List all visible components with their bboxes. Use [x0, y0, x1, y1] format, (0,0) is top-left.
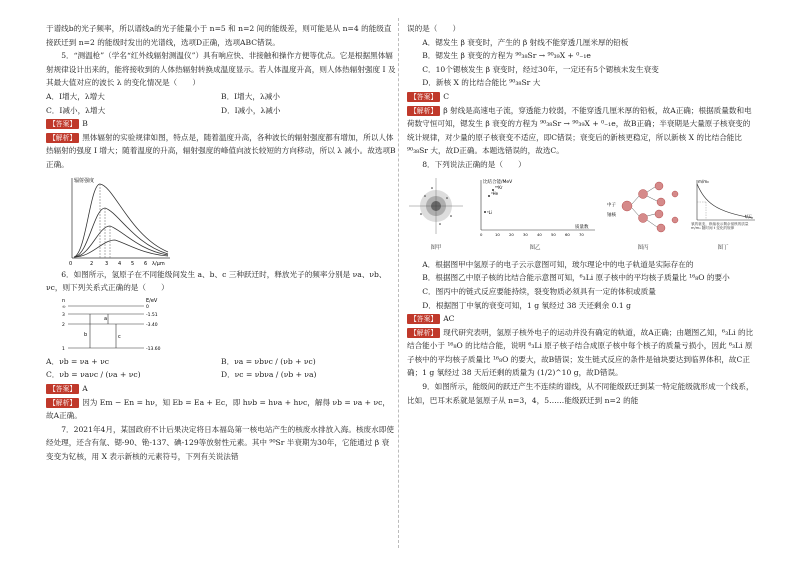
option-c: C．图丙中的链式反应要能持续，裂变物质必须具有一定的体积或质量	[422, 286, 656, 296]
svg-text:0: 0	[146, 304, 149, 310]
blackbody-radiation-graph	[60, 174, 175, 266]
question-7-continued: 误的是（ ）	[407, 24, 461, 33]
tick-label: 0	[480, 231, 483, 237]
radon-decay-figure	[687, 176, 759, 238]
option-a: A．I增大，λ增大	[46, 91, 105, 101]
tick-label: 6	[144, 260, 148, 266]
figure-yi	[471, 176, 599, 256]
figure-ding	[687, 176, 759, 256]
analysis-tag: 【解析】	[407, 106, 440, 116]
paragraph-continued: 于谱线b的光子频率，所以谱线a的光子能量小于 n=5 和 n=2 间的能级差，则可能是从 n=4 的能级直接跃迁到 n=2 的能级时发出的光谱线，选项D正确，选项ABC错误。	[46, 24, 392, 47]
figure-caption: 图丙	[637, 245, 649, 252]
question-5-stem: 5．“测温枪”（学名“红外线辐射测温仪”）具有响应快、非接触和操作方便等优点。它是根据黑体辐射规律设计出来的，能将接收到的人体热辐射转换成温度显示。若人体温度升高，则人体热辐射强度 I 及其最大值对应的波长 λ 的变化情况是（ ）	[46, 51, 396, 88]
decay-curve	[697, 184, 753, 218]
answer-tag: 【答案】	[407, 92, 440, 102]
svg-text:∞: ∞	[62, 304, 66, 310]
tick-label: 50	[551, 231, 556, 237]
option-b: B．根据图乙中原子核的比结合能示意图可知，⁶₃Li 原子核中的平均核子质量比 ¹⁶₈O 的要小	[422, 273, 730, 283]
left-column	[46, 22, 396, 463]
answer-line	[407, 90, 757, 104]
option-a: A．根据图甲中氢原子的电子云示意图可知，玻尔理论中的电子轨道是实际存在的	[422, 259, 694, 269]
answer-tag: 【答案】	[407, 314, 440, 324]
figure-ylabel: 比结合能/MeV	[483, 179, 513, 185]
energy-level-diagram	[60, 296, 170, 354]
option-b: B．I增大，λ减小	[221, 91, 280, 101]
tick-label: 4	[118, 260, 122, 266]
question-6-options-row2	[46, 368, 396, 382]
tick-label: 0	[69, 260, 73, 266]
tick-label: 70	[579, 231, 584, 237]
question-8-figures	[407, 176, 757, 256]
level-header-n: n	[62, 297, 66, 304]
analysis-line	[407, 104, 757, 158]
neutron-label: 中子	[607, 202, 616, 208]
question-6-options	[46, 355, 396, 369]
svg-text:1: 1	[62, 346, 65, 352]
figure-caption: 图甲	[430, 245, 442, 252]
svg-text:-13.60: -13.60	[146, 346, 161, 352]
uranium-label: 铀核	[607, 212, 616, 218]
option-b: B．锶发生 β 衰变的方程为 ⁹⁰₃₈Sr → ⁹⁰₃₉X + ⁰₋₁e	[422, 51, 591, 61]
tick-label: 2	[90, 260, 94, 266]
figure-caption: 图丁	[717, 245, 729, 252]
binding-energy-figure	[471, 176, 599, 238]
answer-value: C	[443, 91, 449, 101]
svg-text:3: 3	[62, 312, 65, 318]
svg-text:-1.51: -1.51	[146, 312, 158, 318]
analysis-tag: 【解析】	[46, 133, 79, 143]
option-d: D．根据图丁中氡的衰变可知，1 g 氡经过 38 天还剩余 0.1 g	[422, 300, 631, 310]
option-a: A．锶发生 β 衰变时，产生的 β 射线不能穿透几厘米厚的铅板	[422, 37, 629, 47]
tick-label: 5	[131, 260, 135, 266]
question-5-options	[46, 90, 396, 104]
column-divider	[398, 18, 399, 548]
graph-xlabel: λ/μm	[152, 260, 165, 266]
figure-xlabel: t/天	[745, 213, 752, 219]
analysis-line	[46, 131, 396, 172]
figure-xlabel: 质量数	[575, 224, 589, 230]
answer-value: AC	[443, 314, 455, 324]
figure-ylabel: m/m₀	[698, 178, 709, 184]
tick-label: 20	[509, 231, 514, 237]
answer-tag: 【答案】	[46, 119, 79, 129]
answer-tag: 【答案】	[46, 384, 79, 394]
option-c: C．I减小，λ增大	[46, 105, 106, 115]
electron-cloud-figure	[407, 176, 465, 238]
chain-reaction-figure	[605, 176, 681, 238]
point-label: ⁶Li	[487, 209, 492, 215]
svg-text:2: 2	[62, 322, 65, 328]
answer-line	[46, 117, 396, 131]
option-c: C．νb = νaνc / (νa + νc)	[46, 370, 141, 380]
option-d: D．νc = νbνa / (νb + νa)	[221, 370, 317, 380]
figure-bing	[605, 176, 681, 256]
figure-jia	[407, 176, 465, 256]
level-header-e: E/eV	[146, 297, 158, 304]
tick-label: 3	[105, 260, 109, 266]
graph-ylabel: 辐射强度	[74, 177, 95, 184]
option-d: D．新核 X 的比结合能比 ⁹⁰₃₈Sr 大	[422, 78, 541, 88]
analysis-tag: 【解析】	[407, 328, 440, 338]
right-column	[407, 22, 757, 407]
analysis-text: 现代研究表明，氢原子核外电子的运动并没有确定的轨道，故A正确；由题图乙知，⁶₃Li 的比结合能小于 ¹⁶₈O 的比结合能，说明 ⁶₃Li 原子核子结合成原子核中每个核子的质量亏损小，因此 ⁶₃Li 原子核中的平均核子质量比 ¹⁶₈O 的要大，故B错误；发生链式反应的条件是铀块要达到临界体积，故C正确；1 g 氡经过 38 天后还剩的质量为 (1/2)^10 g，故D错误。	[407, 327, 754, 378]
answer-value: B	[82, 119, 88, 129]
analysis-text: β 射线是高速电子流，穿透能力较弱，不能穿透几厘米厚的铅板，故A正确；根据质量数和电荷数守恒可知，锶发生 β 衰变的方程为 ⁹⁰₃₈Sr → ⁹⁰₃₉X + ⁰₋₁e，故B正确；半衰期是大量原子核衰变的统计规律，对少量的原子核衰变不适应，即C错误；衰变后的新核更稳定，所以新核 X 的比结合能比 ⁹⁰₃₈Sr 大，故D正确。本题选错误的，故选C。	[407, 105, 752, 156]
question-9-stem: 9．如图所示，能级间的跃迁产生不连续的谱线，从不同能级跃迁到某一特定能级就形成一个线系，比如，巴耳末系就是氢原子从 n=3，4，5……能级跃迁到 n=2 的能	[407, 382, 754, 405]
question-8-stem: 8．下列说法正确的是（ ）	[422, 159, 526, 169]
analysis-text: 因为 Em − En = hν，知 Eb = Ea + Ec，即 hνb = hνa + hνc，解得 νb = νa + νc，故A正确。	[46, 397, 390, 421]
answer-line	[46, 382, 396, 396]
analysis-line	[407, 326, 757, 380]
option-a: A．νb = νa + νc	[46, 356, 109, 366]
figure-note: 氡的衰变，纵轴表示剩余氡核的质量 m/m₀ 随时间 t 变化的规律	[691, 221, 749, 230]
tick-label: 30	[523, 231, 528, 237]
option-d: D．I减小，λ减小	[221, 105, 281, 115]
option-b: B．νa = νbνc / (νb + νc)	[221, 356, 316, 366]
analysis-tag: 【解析】	[46, 398, 79, 408]
label-a: a	[104, 315, 108, 322]
figure-caption: 图乙	[529, 245, 541, 252]
point-label: ⁴He	[491, 190, 499, 196]
analysis-line	[46, 396, 396, 423]
question-5-options-row2	[46, 104, 396, 118]
curve-low-temp	[74, 226, 168, 257]
label-b: b	[84, 331, 88, 338]
analysis-text: 黑体辐射的实验规律如图，特点是，随着温度升高，各种波长的辐射强度都有增加，所以人体热辐射的强度 I 增大；随着温度的升高，辐射强度的峰值向波长较短的方向移动，所以 λ 减小。故选项B正确。	[46, 132, 396, 169]
tick-label: 40	[537, 231, 542, 237]
tick-label: 60	[565, 231, 570, 237]
point-label: ⁸⁹Kr	[495, 184, 503, 190]
tick-label: 10	[495, 231, 500, 237]
question-7-stem: 7．2021年4月，某国政府不计后果决定将日本福岛第一核电站产生的核废水排放入海。核废水即使经处理，还含有氚、锶-90、铯-137、碘-129等放射性元素。其中 ⁹⁰Sr 半衰期为30年，它能通过 β 衰变变为钇核，用 X 表示新核的元素符号，下列有关说法错	[46, 424, 394, 461]
label-c: c	[118, 333, 121, 340]
answer-line	[407, 312, 757, 326]
svg-text:-3.40: -3.40	[146, 322, 158, 328]
option-c: C．10个锶核发生 β 衰变时，经过30年，一定还有5个锶核未发生衰变	[422, 64, 659, 74]
answer-value: A	[82, 383, 88, 393]
question-6-stem: 6．如图所示，氢原子在不同能级间发生 a、b、c 三种跃迁时，释放光子的频率分别是 νa、νb、νc，则下列关系式正确的是（ ）	[46, 269, 387, 293]
